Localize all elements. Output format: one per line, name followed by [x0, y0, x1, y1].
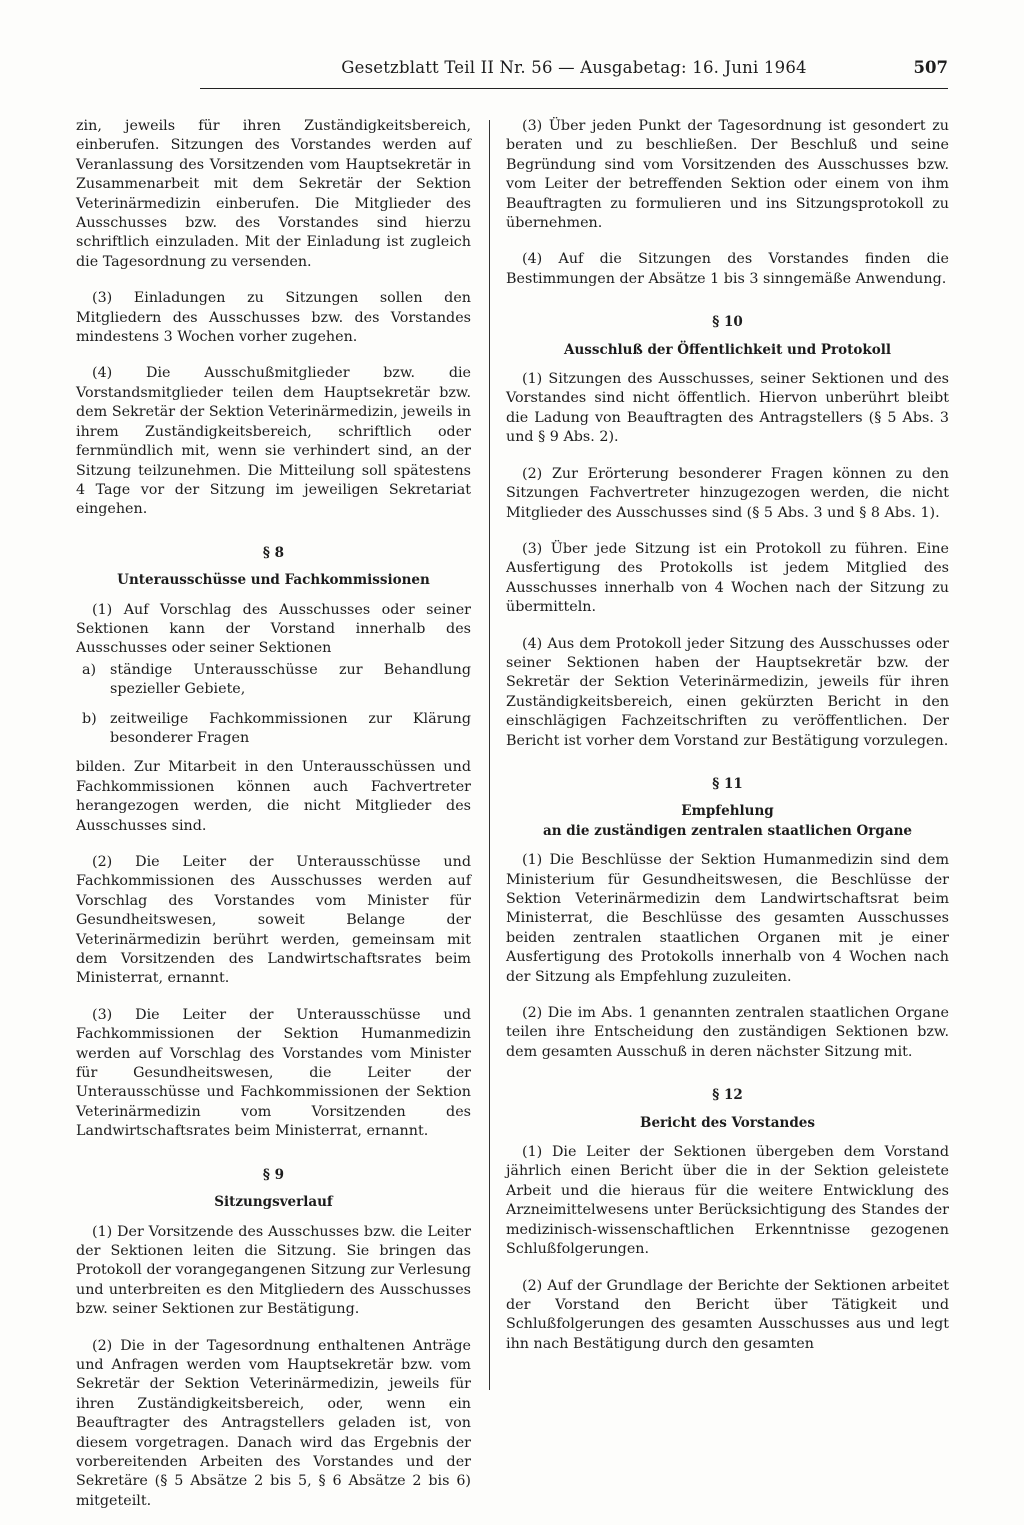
paragraph: (1) Der Vorsitzende des Ausschusses bzw. die Leiter der Sektionen leiten die Sitzung. Sie bringen das Protokoll der vorangegangenen Sitzung zur Verlesung und unterbreiten es den Mitgliedern des Ausschusses bzw. seiner Sektionen zur Bestätigung.: [76, 1223, 471, 1318]
section-number: § 9: [262, 1166, 285, 1183]
section-number: § 10: [712, 314, 743, 331]
section-title: Ausschluß der Öffentlichkeit und Protokoll: [564, 341, 891, 358]
section-title: Sitzungsverlauf: [214, 1194, 333, 1211]
column-divider: [489, 120, 490, 1390]
paragraph: (3) Einladungen zu Sitzungen sollen den Mitgliedern des Ausschusses bzw. des Vorstandes mindestens 3 Wochen vorher zugehen.: [76, 290, 471, 346]
paragraph: (1) Die Leiter der Sektionen übergeben dem Vorstand jährlich einen Bericht über die in der Sektion geleistete Arbeit und die hieraus für die weitere Entwicklung des Arzneimittelwesens unter Berücksichtigung des Standes der medizinisch-wissenschaftlichen Erkenntnisse gezogenen Schlußfolgerungen.: [506, 1144, 949, 1258]
section-number: § 11: [712, 775, 743, 792]
section-title: Unterausschüsse und Fachkommissionen: [117, 572, 430, 589]
paragraph: (3) Über jede Sitzung ist ein Protokoll zu führen. Eine Ausfertigung des Protokolls ist jedem Mitglied des Ausschusses innerhalb von 4 Wochen nach der Sitzung zu übermitteln.: [506, 540, 949, 616]
list-text: zeitweilige Fachkommissionen zur Klärung besonderer Fragen: [110, 710, 471, 746]
list-item: [76, 661, 471, 700]
section-number: § 8: [262, 544, 285, 561]
paragraph: (2) Die in der Tagesordnung enthaltenen Anträge und Anfragen werden vom Hauptsekretär bzw. vom Sekretär der Sektion Veterinärmedizin, jeweils für ihren Zuständigkeitsbereich, oder, wenn ein Beauftragter des Antragstellers geladen ist, von diesem vorgetragen. Danach wird das Ergebnis der vorbereitenden Arbeiten des Vorstandes und der Sekretäre (§ 5 Absätze 2 bis 5, § 6 Absätze 2 bis 6) mitgeteilt.: [76, 1337, 471, 1509]
paragraph: (1) Auf Vorschlag des Ausschusses oder seiner Sektionen kann der Vorstand innerhalb des Ausschusses oder seiner Sektionen: [76, 601, 471, 657]
paragraph: (2) Die Leiter der Unterausschüsse und Fachkommissionen des Ausschusses werden auf Vorschlag des Vorstandes vom Minister für Gesundheitswesen, soweit Belange der Veterinärmedizin berührt werden, gemeinsam mit dem Vorsitzenden des Landwirtschaftsrates beim Ministerrat, ernannt.: [76, 854, 471, 987]
paragraph: zin, jeweils für ihren Zuständigkeitsbereich, einberufen. Sitzungen des Vorstandes werden auf Veranlassung des Vorsitzenden vom Hauptsekretär in Zusammenarbeit mit dem Sekretär der Sektion Veterinärmedizin einberufen. Die Mitglieder des Ausschusses bzw. des Vorstandes sind hierzu schriftlich einzuladen. Mit der Einladung ist zugleich die Tagesordnung zu versenden.: [76, 118, 471, 270]
page-header: [200, 58, 948, 89]
paragraph: bilden. Zur Mitarbeit in den Unterausschüssen und Fachkommissionen können auch Fachvertreter herangezogen werden, die nicht Mitglieder des Ausschusses sind.: [76, 759, 471, 834]
right-column: [506, 117, 949, 1371]
paragraph: (3) Die Leiter der Unterausschüsse und Fachkommissionen der Sektion Humanmedizin werden auf Vorschlag des Vorstandes vom Minister für Gesundheitswesen, die Leiter der Unterausschüsse und Fachkommissionen der Sektion Veterinärmedizin vom Vorsitzenden des Landwirtschaftsrates beim Ministerrat, ernannt.: [76, 1006, 471, 1140]
list-text: ständige Unterausschüsse zur Behandlung spezieller Gebiete,: [110, 661, 471, 698]
list-label: a): [82, 661, 97, 678]
paragraph: (4) Auf die Sitzungen des Vorstandes finden die Bestimmungen der Absätze 1 bis 3 sinngemäße Anwendung.: [506, 251, 949, 287]
paragraph: (1) Sitzungen des Ausschusses, seiner Sektionen und des Vorstandes sind nicht öffentlich. Hiervon unberührt bleibt die Ladung von Beauftragten des Antragstellers (§ 5 Abs. 3 und § 9 Abs. 2).: [506, 371, 949, 446]
paragraph: (2) Die im Abs. 1 genannten zentralen staatlichen Organe teilen ihre Entscheidung den zuständigen Sektionen bzw. dem gesamten Ausschuß in deren nächster Sitzung mit.: [506, 1005, 949, 1060]
section-title: Empfehlung: [681, 803, 774, 820]
paragraph: (4) Die Ausschußmitglieder bzw. die Vorstandsmitglieder teilen dem Hauptsekretär bzw. dem Sekretär der Sektion Veterinärmedizin, jeweils in ihrem Zuständigkeitsbereich, schriftlich oder fernmündlich mit, wenn sie verhindert sind, an der Sitzung teilzunehmen. Die Mitteilung soll spätestens 4 Tage vor der Sitzung im jeweiligen Sekretariat eingehen.: [76, 365, 471, 518]
paragraph: (2) Auf der Grundlage der Berichte der Sektionen arbeitet der Vorstand den Bericht über Tätigkeit und Schlußfolgerungen des gesamten Ausschusses aus und legt ihn nach Bestätigung durch den gesamten: [506, 1277, 949, 1352]
header-title: Gesetzblatt Teil II Nr. 56 — Ausgabetag: 16. Juni 1964: [341, 58, 807, 77]
paragraph: (2) Zur Erörterung besonderer Fragen können zu den Sitzungen Fachvertreter hinzugezogen werden, die nicht Mitglieder des Ausschusses sind (§ 5 Abs. 3 und § 8 Abs. 1).: [506, 465, 949, 521]
paragraph: (4) Aus dem Protokoll jeder Sitzung des Ausschusses oder seiner Sektionen haben der Hauptsekretär bzw. der Sekretär der Sektion Veterinärmedizin, jeweils für ihren Zuständigkeitsbereich, einen gekürzten Bericht in den einschlägigen Fachzeitschriften zu veröffentlichen. Der Bericht ist vorher dem Vorstand zur Bestätigung vorzulegen.: [506, 635, 949, 749]
section-title: Bericht des Vorstandes: [640, 1114, 815, 1131]
paragraph: (1) Die Beschlüsse der Sektion Humanmedizin sind dem Ministerium für Gesundheitswesen, die Beschlüsse der Sektion Veterinärmedizin dem Landwirtschaftsrat beim Ministerrat, die Beschlüsse des gesamten Ausschusses beiden zentralen staatlichen Organen mit je einer Ausfertigung des Protokolls innerhalb von 4 Wochen nach der Sitzung als Empfehlung zuzuleiten.: [506, 852, 949, 985]
left-column: [76, 117, 471, 1528]
paragraph: (3) Über jeden Punkt der Tagesordnung ist gesondert zu beraten und zu beschließen. Der Beschluß und seine Begründung sind vom Vorsitzenden des Ausschusses bzw. vom Leiter der betreffenden Sektion oder einem von ihm Beauftragten zu formulieren und ins Sitzungsprotokoll zu übernehmen.: [506, 118, 949, 232]
page-number: 507: [913, 58, 948, 77]
section-subtitle: an die zuständigen zentralen staatlichen Organe: [543, 822, 912, 839]
list-label: b): [82, 710, 97, 727]
list-item: [76, 710, 471, 749]
section-number: § 12: [712, 1087, 743, 1104]
